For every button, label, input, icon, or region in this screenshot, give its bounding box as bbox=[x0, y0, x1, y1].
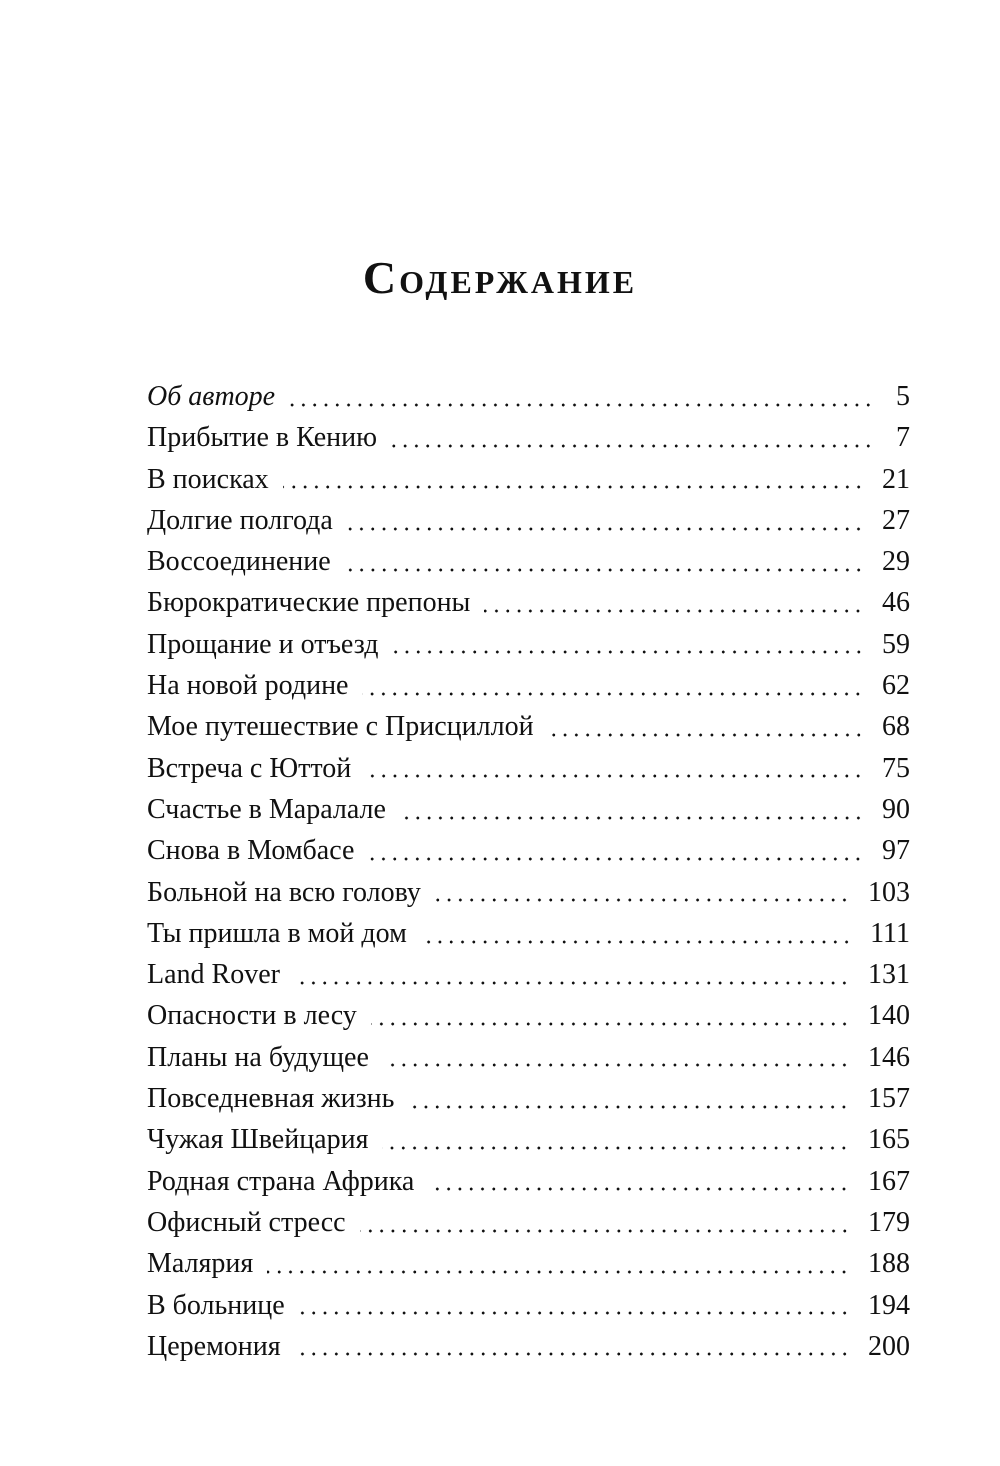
toc-entry-page-number: 146 bbox=[868, 1041, 910, 1073]
dot-leader bbox=[289, 403, 874, 407]
toc-entry bbox=[147, 1161, 910, 1202]
toc-entry bbox=[147, 706, 910, 747]
toc-entry bbox=[147, 830, 910, 871]
dot-leader bbox=[365, 774, 864, 778]
toc-entry-title: Встреча с Юттой bbox=[147, 752, 352, 784]
dot-leader bbox=[435, 898, 850, 902]
dot-leader bbox=[393, 650, 864, 654]
toc-entry-page-number: 5 bbox=[896, 381, 910, 412]
toc-entry-page-number: 194 bbox=[868, 1289, 910, 1321]
toc-entry-page-number: 157 bbox=[868, 1083, 910, 1115]
toc-entry-page-number: 90 bbox=[882, 793, 910, 825]
toc-entry-page-number: 46 bbox=[882, 587, 910, 619]
toc-entry bbox=[147, 582, 910, 623]
toc-entry-page-number: 29 bbox=[882, 546, 910, 578]
toc-entry-page-number: 111 bbox=[870, 917, 910, 949]
toc-entry-title: Малярия bbox=[147, 1248, 254, 1280]
toc-entry-title: Land Rover bbox=[147, 959, 280, 991]
dot-leader bbox=[294, 981, 850, 985]
toc-entry-title: Планы на будущее bbox=[147, 1041, 369, 1073]
toc-entry-title: Об авторе bbox=[147, 381, 276, 412]
toc-entry bbox=[147, 1326, 910, 1367]
dot-leader bbox=[267, 1270, 850, 1274]
toc-entry-title: Офисный стресс bbox=[147, 1206, 346, 1238]
dot-leader bbox=[295, 1352, 850, 1356]
dot-leader bbox=[428, 1187, 850, 1191]
toc-entry-page-number: 167 bbox=[868, 1165, 910, 1197]
dot-leader bbox=[548, 733, 864, 737]
toc-entry bbox=[147, 1285, 910, 1326]
toc-entry bbox=[147, 872, 910, 913]
dot-leader bbox=[421, 940, 852, 944]
toc-entry-page-number: 188 bbox=[868, 1248, 910, 1280]
toc-entry-title: Повседневная жизнь bbox=[147, 1083, 395, 1115]
toc-entry-title: В больнице bbox=[147, 1289, 285, 1321]
dot-leader bbox=[360, 1229, 850, 1233]
toc-entry-title: Прощание и отъезд bbox=[147, 628, 379, 660]
toc-entry bbox=[147, 459, 910, 500]
toc-entry-page-number: 68 bbox=[882, 711, 910, 743]
toc-entry bbox=[147, 954, 910, 995]
toc-entry-page-number: 179 bbox=[868, 1206, 910, 1238]
toc-entry-page-number: 59 bbox=[882, 628, 910, 660]
dot-leader bbox=[368, 857, 864, 861]
dot-leader bbox=[347, 527, 864, 531]
toc-entry bbox=[147, 789, 910, 830]
dot-leader bbox=[484, 609, 864, 613]
toc-entry-title: Ты пришла в мой дом bbox=[147, 917, 407, 949]
toc-entry-page-number: 62 bbox=[882, 670, 910, 702]
dot-leader bbox=[371, 1022, 850, 1026]
toc-entry bbox=[147, 541, 910, 582]
toc-entry bbox=[147, 1078, 910, 1119]
dot-leader bbox=[391, 444, 874, 448]
toc-entry-title: На новой родине bbox=[147, 670, 349, 702]
toc-entry-page-number: 131 bbox=[868, 959, 910, 991]
dot-leader bbox=[382, 1146, 850, 1150]
page-title: Содержание bbox=[362, 252, 638, 303]
toc-entry-title: Прибытие в Кению bbox=[147, 422, 378, 454]
toc-entry-page-number: 75 bbox=[882, 752, 910, 784]
dot-leader bbox=[383, 1063, 850, 1067]
toc-entry bbox=[147, 376, 910, 417]
toc-entry-title: Больной на всю голову bbox=[147, 876, 421, 908]
table-of-contents bbox=[147, 376, 910, 1367]
toc-entry-page-number: 200 bbox=[868, 1330, 910, 1362]
toc-entry-page-number: 165 bbox=[868, 1124, 910, 1156]
toc-entry-page-number: 103 bbox=[868, 876, 910, 908]
toc-entry bbox=[147, 417, 910, 458]
toc-entry-title: Чужая Швейцария bbox=[147, 1124, 369, 1156]
toc-entry bbox=[147, 1243, 910, 1284]
toc-entry bbox=[147, 913, 910, 954]
toc-entry-title: Воссоединение bbox=[147, 546, 331, 578]
toc-entry-page-number: 27 bbox=[882, 504, 910, 536]
dot-leader bbox=[345, 568, 864, 572]
dot-leader bbox=[362, 692, 864, 696]
toc-entry-title: Церемония bbox=[147, 1330, 281, 1362]
toc-entry-title: Мое путешествие с Присциллой bbox=[147, 711, 534, 743]
toc-entry-title: Снова в Момбасе bbox=[147, 835, 355, 867]
toc-entry-title: Родная страна Африка bbox=[147, 1165, 415, 1197]
toc-entry bbox=[147, 1202, 910, 1243]
toc-entry-title: Счастье в Маралале bbox=[147, 793, 386, 825]
dot-leader bbox=[400, 816, 864, 820]
dot-leader bbox=[299, 1311, 850, 1315]
toc-entry-title: Долгие полгода bbox=[147, 504, 333, 536]
toc-entry-title: Опасности в лесу bbox=[147, 1000, 357, 1032]
toc-entry-page-number: 97 bbox=[882, 835, 910, 867]
toc-entry bbox=[147, 1037, 910, 1078]
toc-entry bbox=[147, 624, 910, 665]
toc-entry-page-number: 140 bbox=[868, 1000, 910, 1032]
toc-entry-page-number: 21 bbox=[882, 463, 910, 495]
toc-entry-title: Бюрократические препоны bbox=[147, 587, 471, 619]
dot-leader bbox=[283, 485, 864, 489]
toc-entry-page-number: 7 bbox=[896, 422, 910, 454]
toc-entry bbox=[147, 995, 910, 1036]
toc-entry bbox=[147, 500, 910, 541]
dot-leader bbox=[408, 1105, 850, 1109]
toc-entry bbox=[147, 748, 910, 789]
toc-entry-title: В поисках bbox=[147, 463, 269, 495]
toc-entry bbox=[147, 1119, 910, 1160]
toc-entry bbox=[147, 665, 910, 706]
